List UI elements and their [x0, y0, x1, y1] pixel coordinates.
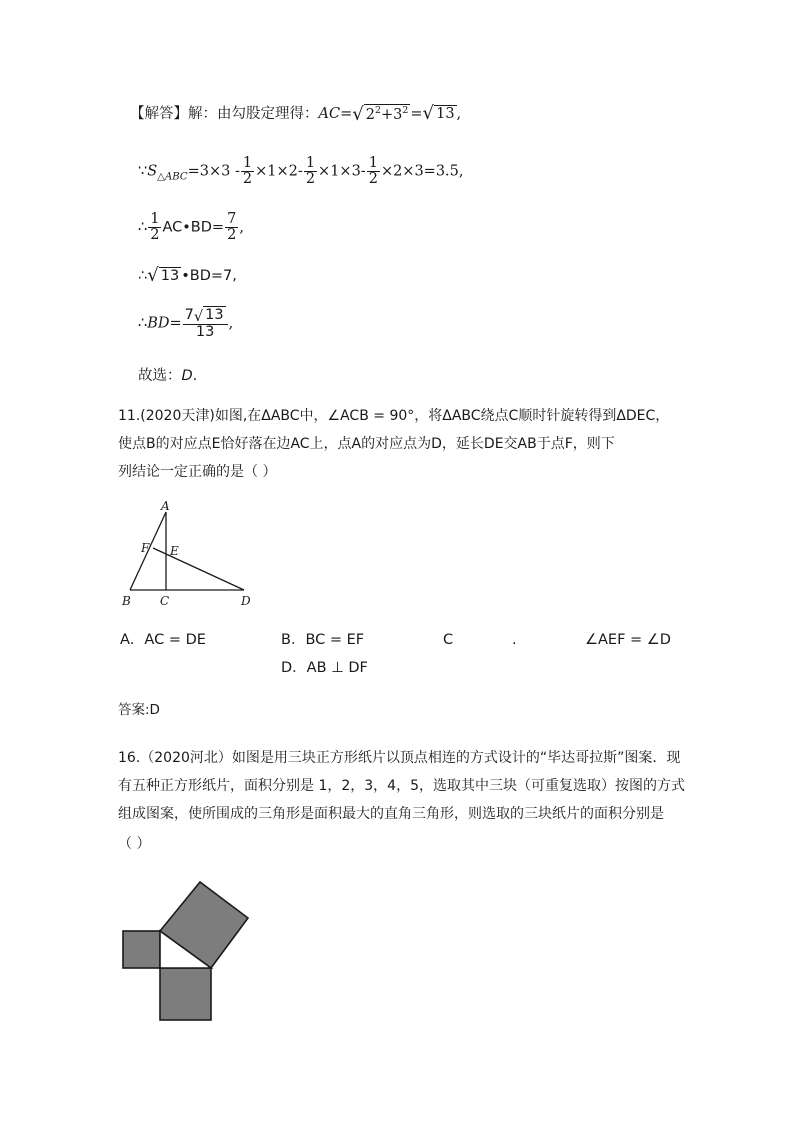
- radicand-13: 13: [205, 307, 224, 323]
- radical-2sq-3sq: √ $2^2+3^2$: [352, 103, 409, 125]
- frac-den: 13: [195, 324, 215, 341]
- choice-letter: D: [181, 368, 193, 384]
- fraction-half-2: [304, 156, 317, 187]
- solution-label: 【解答】: [130, 106, 188, 122]
- option-d[interactable]: D．AB ⊥ DF: [281, 660, 368, 676]
- exp-2: 2: [402, 104, 409, 116]
- q11-line-2: 使点B的对应点E恰好落在边AC上，点A的对应点为D，延长DE交AB于点F，则下: [118, 436, 615, 452]
- option-c-dot: .: [512, 632, 517, 648]
- exp-1: 2: [375, 104, 382, 116]
- area-symbol: S: [147, 163, 158, 180]
- therefore-symbol: ∴: [138, 219, 148, 236]
- because-symbol: ∵: [138, 163, 148, 180]
- pythagoras-figure: [118, 878, 258, 1028]
- frac-num: 7: [227, 211, 237, 227]
- option-b[interactable]: B．BC = EF: [281, 632, 365, 648]
- frac-num: 1: [305, 155, 316, 171]
- fraction-half-1: [241, 156, 254, 187]
- ac-symbol: AC: [318, 106, 341, 122]
- bottom-square: [160, 968, 211, 1020]
- label-e: E: [170, 544, 179, 558]
- label-f: F: [141, 541, 150, 555]
- frac-num: 1: [242, 155, 253, 171]
- small-square: [123, 931, 160, 968]
- comma: ,: [239, 219, 244, 236]
- fraction-7root13-over-13: [183, 306, 228, 341]
- fraction-half: [148, 212, 161, 243]
- frac-num: 1: [368, 155, 378, 171]
- q11-answer: 答案:D: [118, 702, 160, 718]
- triangle-figure: [110, 498, 280, 613]
- q11-line-1: 11.(2020天津)如图,在ΔABC中，∠ACB = 90°，将ΔABC绕点C顺时针旋转得到ΔDEC，: [118, 408, 670, 424]
- label-c: C: [160, 594, 170, 608]
- fraction-half-3: [367, 156, 380, 187]
- radicand-plus3: +3: [381, 106, 403, 123]
- label-b: B: [122, 594, 131, 608]
- frac-den: 2: [150, 227, 160, 244]
- option-a[interactable]: A．AC = DE: [120, 632, 206, 648]
- ac-bd-expr: AC•BD=: [162, 219, 225, 236]
- radical-13: √ 13: [193, 307, 224, 325]
- bd-symbol: BD: [147, 315, 170, 332]
- radicand-13: 13: [436, 105, 455, 122]
- solution-line-3: [138, 212, 244, 243]
- fraction-seven-halves: [225, 212, 238, 243]
- q16-line-4: （ ）: [118, 836, 151, 852]
- area-subscript: △ABC: [157, 171, 188, 183]
- equals: =: [340, 106, 353, 122]
- expr-part-d: ×2×3=3.5,: [380, 163, 464, 180]
- solution-line-1: [130, 100, 461, 128]
- choice-prefix: 故选：: [138, 368, 182, 384]
- option-c-text[interactable]: ∠AEF = ∠D: [585, 632, 671, 648]
- solution-choice: [138, 362, 197, 390]
- comma: ,: [456, 106, 462, 122]
- therefore-symbol: ∴: [138, 268, 148, 284]
- frac-den: 2: [368, 171, 378, 188]
- q16-line-1: 16.（2020河北）如图是用三块正方形纸片以顶点相连的方式设计的“毕达哥拉斯”图案．现: [118, 750, 681, 766]
- frac-den: 2: [242, 171, 253, 188]
- period: .: [192, 368, 198, 384]
- radical-13: √ 13: [147, 265, 180, 287]
- q11-line-3: 列结论一定正确的是（ ）: [118, 464, 277, 480]
- frac-den: 2: [305, 171, 316, 188]
- q16-line-3: 组成图案，使所围成的三角形是面积最大的直角三角形，则选取的三块纸片的面积分别是: [118, 806, 664, 822]
- coef-7: 7: [184, 307, 194, 324]
- option-c-letter[interactable]: C: [443, 632, 454, 648]
- radicand-13: 13: [160, 267, 180, 284]
- frac-den: 2: [227, 227, 237, 244]
- bd-equation: •BD=7,: [181, 268, 237, 284]
- label-d: D: [241, 594, 251, 608]
- comma: ,: [228, 315, 234, 332]
- solution-line-4: [138, 262, 237, 290]
- therefore-symbol: ∴: [138, 315, 148, 332]
- frac-num: 1: [150, 211, 160, 227]
- solution-line-2: [138, 156, 464, 192]
- radical-13: √ 13: [422, 103, 455, 125]
- q16-line-2: 有五种正方形纸片，面积分别是 1，2，3，4，5，选取其中三块（可重复选取）按图的方式: [118, 778, 685, 794]
- expr-part-a: =3×3 -: [187, 163, 240, 180]
- equals-2: =: [410, 106, 423, 122]
- equals: =: [169, 315, 182, 332]
- solution-line-5: [138, 306, 233, 341]
- solution-intro: 解：由勾股定理得：: [188, 106, 319, 122]
- expr-part-b: ×1×2-: [255, 163, 303, 180]
- label-a: A: [161, 499, 170, 513]
- expr-part-c: ×1×3-: [318, 163, 366, 180]
- radicand-2: 2: [365, 106, 376, 123]
